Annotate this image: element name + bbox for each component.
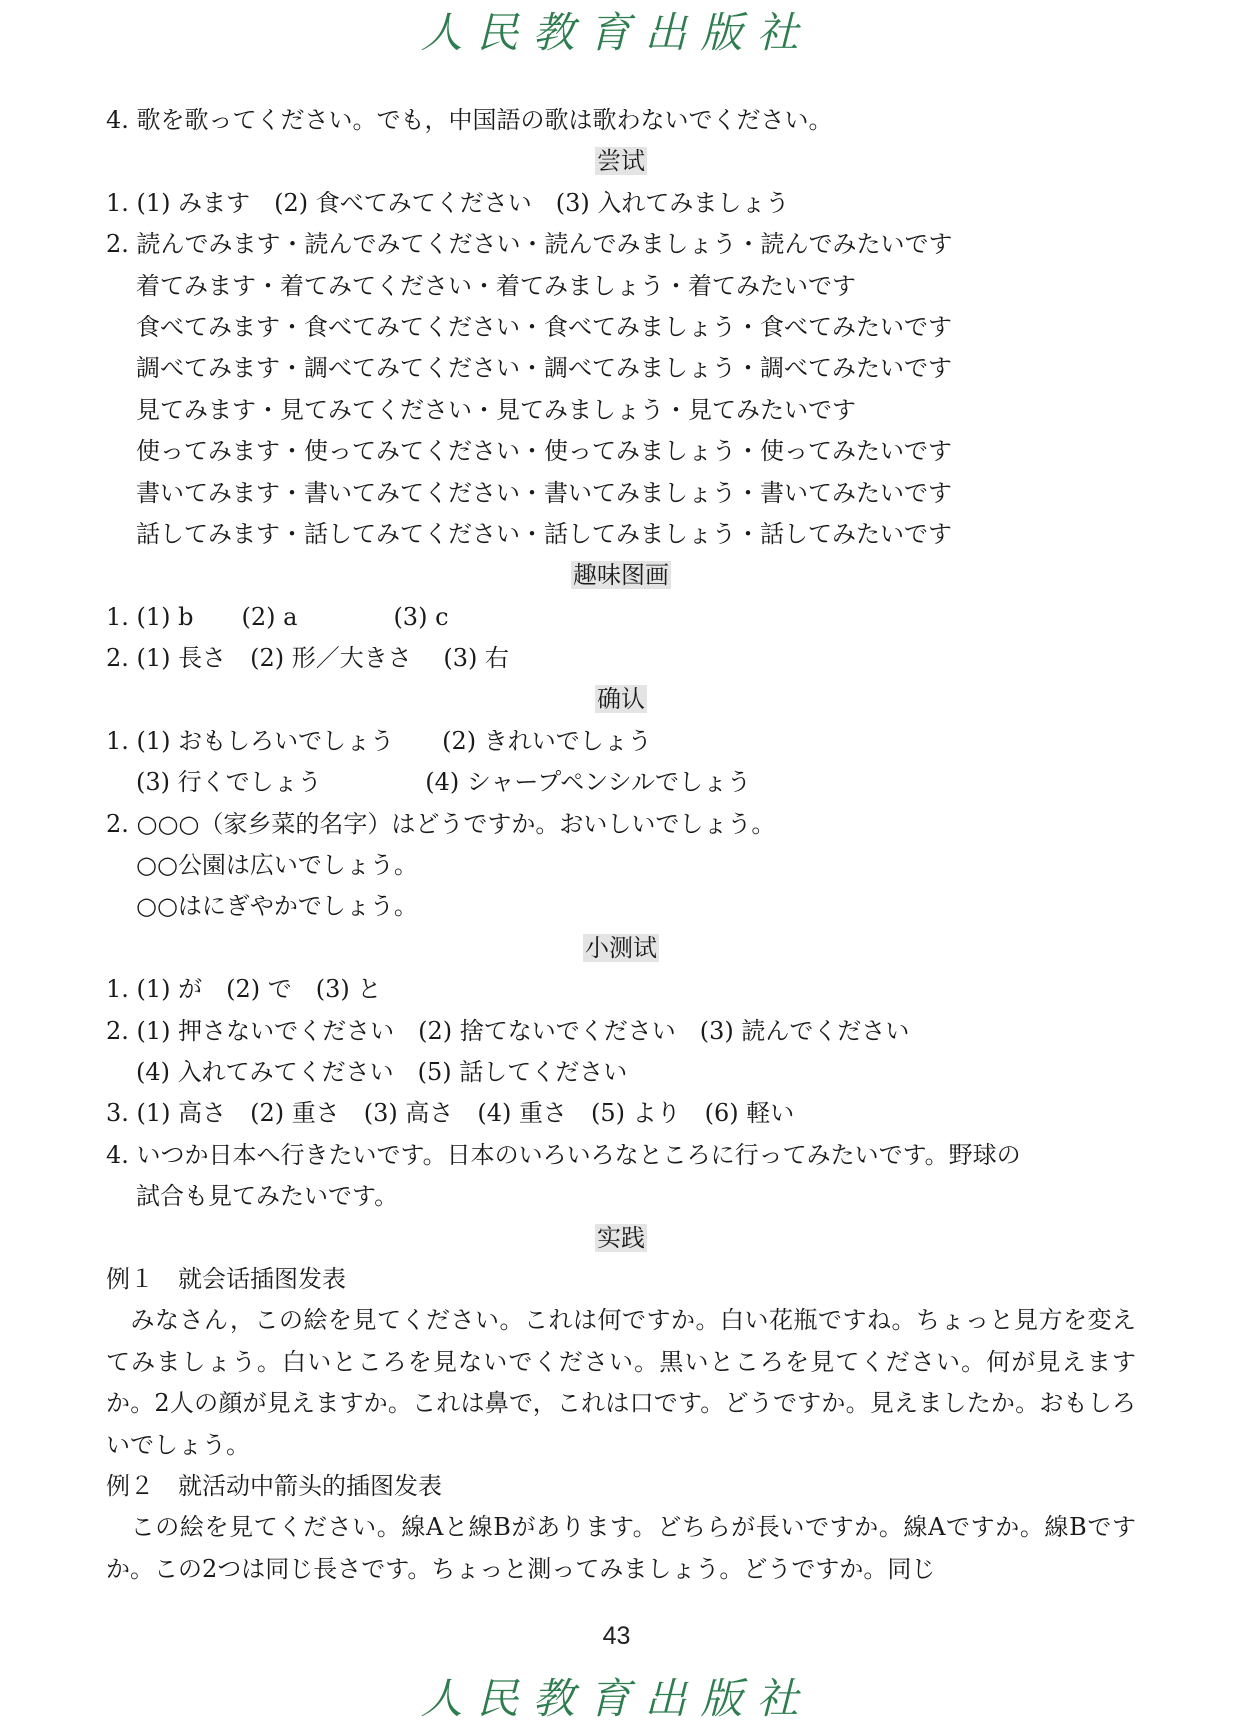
text-line: 1. (1) b (2) a (3) c [106, 602, 449, 631]
publisher-logo-bottom: 人民教育出版社 [420, 1674, 813, 1723]
text-line: 2. (1) 長さ (2) 形／大きさ (3) 右 [106, 644, 510, 673]
text-line: 4. 歌を歌ってください。でも，中国語の歌は歌わないでください。 [106, 106, 833, 134]
text-line: 1. (1) が (2) で (3) と [106, 975, 382, 1004]
text-line: ○○公園は広いでしょう。 [136, 851, 418, 880]
section-heading [106, 679, 1136, 720]
text-line: 4. いつか日本へ行きたいです。日本のいろいろなところに行ってみたいです。野球の [106, 1140, 1021, 1169]
text-line: 1. (1) みます (2) 食べてみてください (3) 入れてみましょう [106, 188, 790, 217]
text-line: 食べてみます・食べてみてください・食べてみましょう・食べてみたいです [136, 312, 952, 341]
example2-heading: 例２ 就活动中箭头的插图发表 [106, 1471, 442, 1500]
publisher-logo-top: 人民教育出版社 [420, 8, 813, 57]
section-heading [106, 141, 1136, 182]
section-heading-label: 实践 [597, 1223, 645, 1252]
text-line: 例１ 就会话插图发表 [106, 1264, 346, 1293]
section-heading-label: 确认 [597, 685, 645, 714]
text-line: 2. ○○○（家乡菜的名字）はどうですか。おいしいでしょう。 [106, 809, 776, 838]
text-line: 着てみます・着てみてください・着てみましょう・着てみたいです [136, 271, 856, 300]
section-heading [106, 928, 1136, 969]
text-line: 使ってみます・使ってみてください・使ってみましょう・使ってみたいです [136, 437, 952, 466]
section-heading-label: 小测试 [585, 933, 657, 962]
example2-paragraph: この絵を見てください。線Aと線Bがあります。どちらが長いですか。線Aですか。線Bですか。この2つは同じ長さです。ちょっと測ってみましょう。どうですか。同じ [106, 1513, 1136, 1583]
answer-lines [106, 100, 1136, 1300]
text-line: 書いてみます・書いてみてください・書いてみましょう・書いてみたいです [136, 478, 952, 507]
section-heading-label: 趣味图画 [573, 561, 669, 590]
text-line: 2. (1) 押さないでください (2) 捨てないでください (3) 読んでください [106, 1016, 910, 1045]
section-heading-label: 尝试 [597, 147, 645, 176]
text-line: (4) 入れてみてください (5) 話してください [136, 1057, 628, 1086]
page-number: 43 [602, 1622, 631, 1650]
text-line: (3) 行くでしょう (4) シャープペンシルでしょう [136, 768, 752, 797]
section-heading [106, 1218, 1136, 1259]
text-line: 2. 読んでみます・読んでみてください・読んでみましょう・読んでみたいです [106, 230, 953, 259]
page-content [106, 100, 1136, 1590]
text-line: ○○はにぎやかでしょう。 [136, 892, 418, 921]
text-line: 話してみます・話してみてください・話してみましょう・話してみたいです [136, 519, 952, 548]
text-line: 3. (1) 高さ (2) 重さ (3) 高さ (4) 重さ (5) より (6) 軽い [106, 1099, 795, 1128]
example1-paragraph: みなさん，この絵を見てください。これは何ですか。白い花瓶ですね。ちょっと見方を変えてみましょう。白いところを見ないでください。黒いところを見てください。何が見えますか。2人の顔が見えますか。これは鼻で，これは口です。どうですか。見えましたか。おもしろいでしょう。 [106, 1306, 1136, 1459]
text-line: 1. (1) おもしろいでしょう (2) きれいでしょう [106, 726, 652, 755]
section-heading [106, 555, 1136, 596]
text-line: 試合も見てみたいです。 [136, 1182, 399, 1211]
text-line: 見てみます・見てみてください・見てみましょう・見てみたいです [136, 395, 856, 424]
text-line: 調べてみます・調べてみてください・調べてみましょう・調べてみたいです [136, 354, 952, 383]
